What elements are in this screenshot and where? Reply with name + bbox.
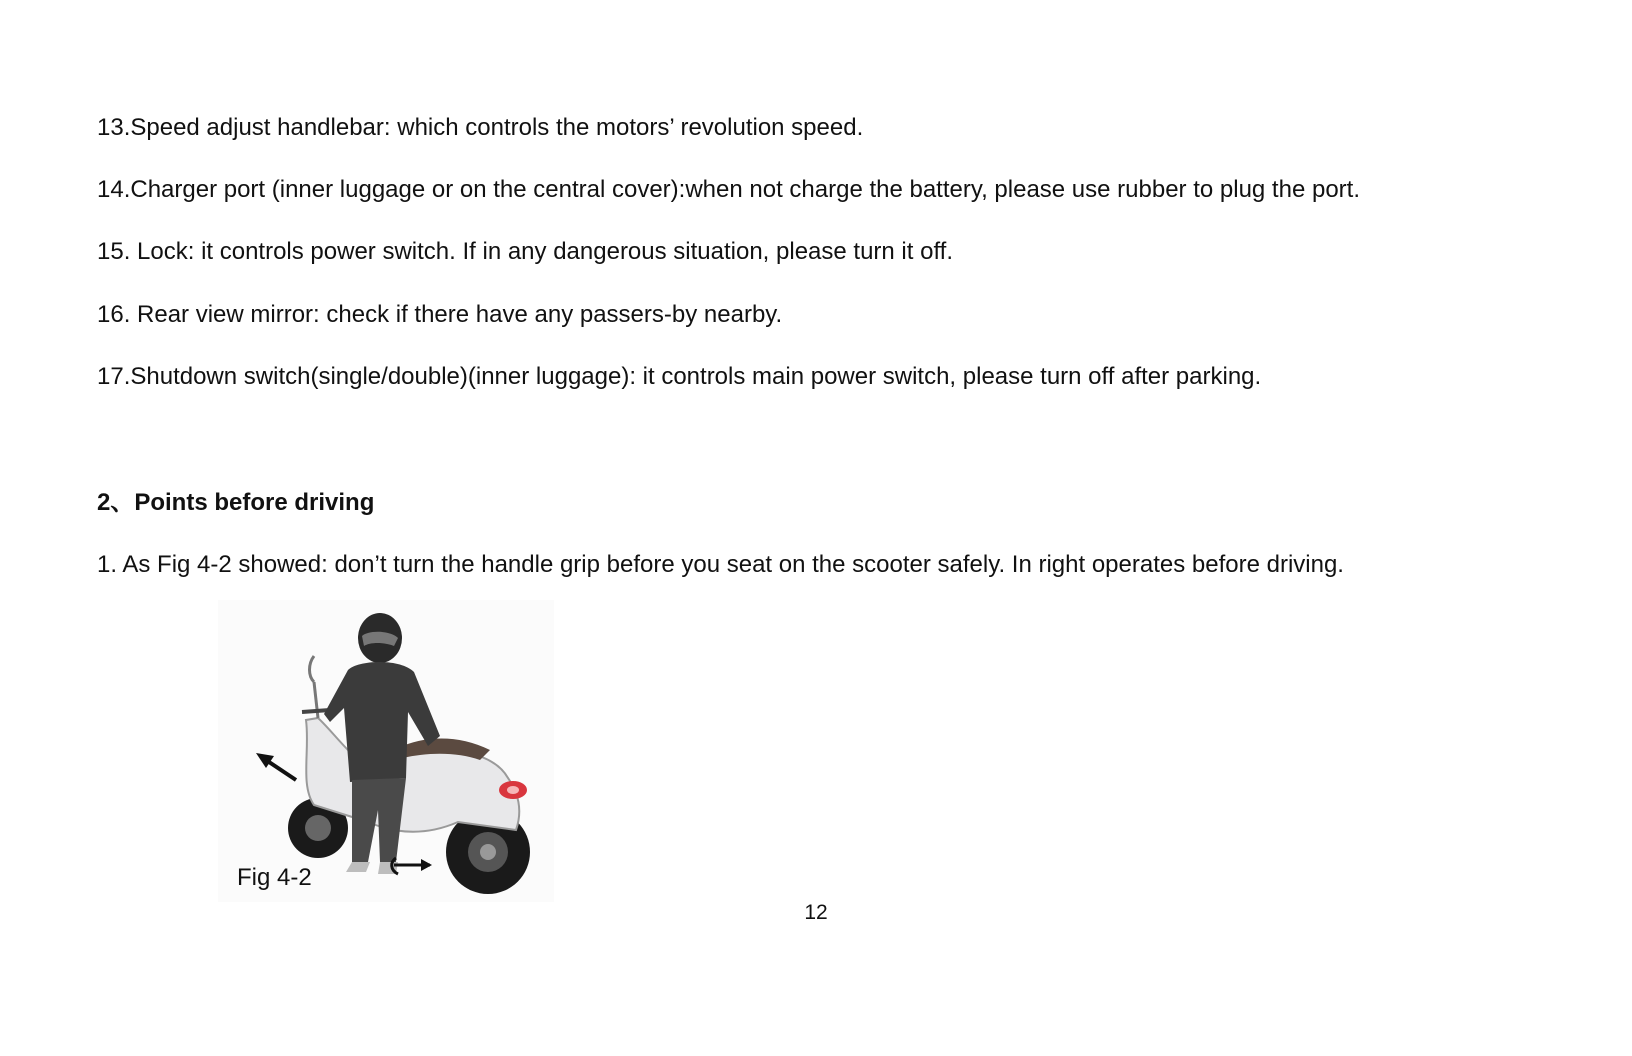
section-heading: 2、Points before driving bbox=[97, 489, 375, 516]
item-14-text: 14.Charger port (inner luggage or on the central cover):when not charge the battery, please use rubber to plug the port. bbox=[97, 176, 1360, 203]
point-1-text: 1. As Fig 4-2 showed: don’t turn the handle grip before you seat on the scooter safely. In right operates before driving. bbox=[97, 551, 1344, 578]
kickstand-arrow-icon bbox=[392, 858, 432, 874]
direction-arrow-icon bbox=[256, 753, 296, 780]
item-16-text: 16. Rear view mirror: check if there have any passers-by nearby. bbox=[97, 301, 783, 328]
figure-caption: Fig 4-2 bbox=[237, 864, 312, 891]
item-15-text: 15. Lock: it controls power switch. If in any dangerous situation, please turn it off. bbox=[97, 238, 954, 265]
page-number: 12 bbox=[804, 901, 828, 924]
item-13-text: 13.Speed adjust handlebar: which controls the motors’ revolution speed. bbox=[97, 114, 864, 141]
rider-scooter-figure bbox=[218, 600, 554, 902]
scooter-illustration bbox=[218, 600, 554, 902]
item-17-text: 17.Shutdown switch(single/double)(inner luggage): it controls main power switch, please turn off after parking. bbox=[97, 363, 1262, 390]
